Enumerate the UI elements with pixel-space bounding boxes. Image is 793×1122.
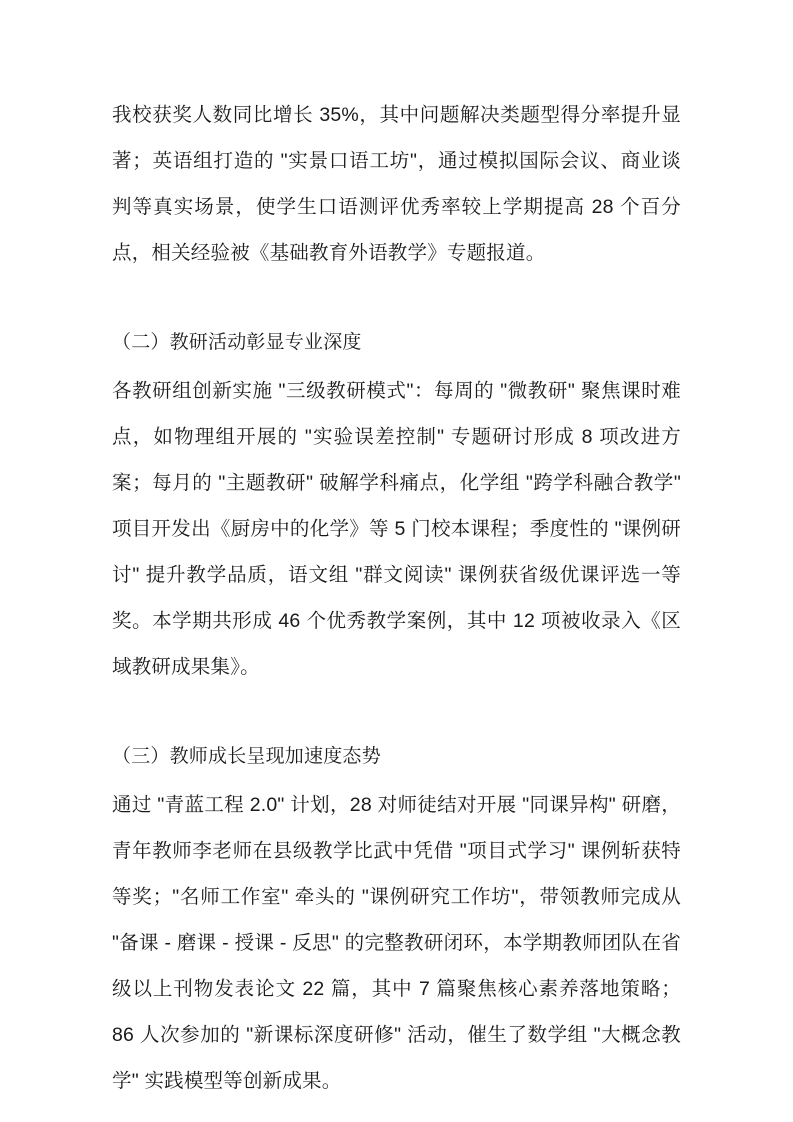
paragraph-awards-english: 我校获奖人数同比增长 35%，其中问题解决类题型得分率提升显著；英语组打造的 "实景口语工坊"，通过模拟国际会议、商业谈判等真实场景，使学生口语测评优秀率较上学期提高 28 个百分点，相关经验被《基础教育外语教学》专题报道。 — [112, 104, 681, 264]
paragraph-research-activities: 各教研组创新实施 "三级教研模式"：每周的 "微教研" 聚焦课时难点，如物理组开展的 "实验误差控制" 专题研讨形成 8 项改进方案；每月的 "主题教研" 破解学科痛点，化学组 "跨学科融合教学" 项目开发出《厨房中的化学》等 5 门校本课程；季度性的 "课例研讨" 提升教学品质，语文组 "群文阅读" 课例获省级优课评选一等奖。本学期共形成 46 个优秀教学案例，其中 12 项被收录入《区域教研成果集》。 — [112, 380, 681, 678]
section-spacer — [112, 690, 681, 734]
paragraph-teacher-growth: 通过 "青蓝工程 2.0" 计划，28 对师徒结对开展 "同课异构" 研磨，青年教师李老师在县级教学比武中凭借 "项目式学习" 课例斩获特等奖；"名师工作室" 牵头的 "课例研究工作坊"，带领教师完成从 "备课 - 磨课 - 授课 - 反思" 的完整教研闭环，本学期教师团队在省级以上刊物发表论文 22 篇，其中 7 篇聚焦核心素养落地策略；86 人次参加的 "新课标深度研修" 活动，催生了数学组 "大概念教学" 实践模型等创新成果。 — [112, 794, 681, 1092]
document-body — [112, 92, 681, 1104]
heading-section-two: （二）教研活动彰显专业深度 — [112, 332, 362, 353]
heading-section-three: （三）教师成长呈现加速度态势 — [112, 746, 381, 767]
section-spacer — [112, 276, 681, 320]
